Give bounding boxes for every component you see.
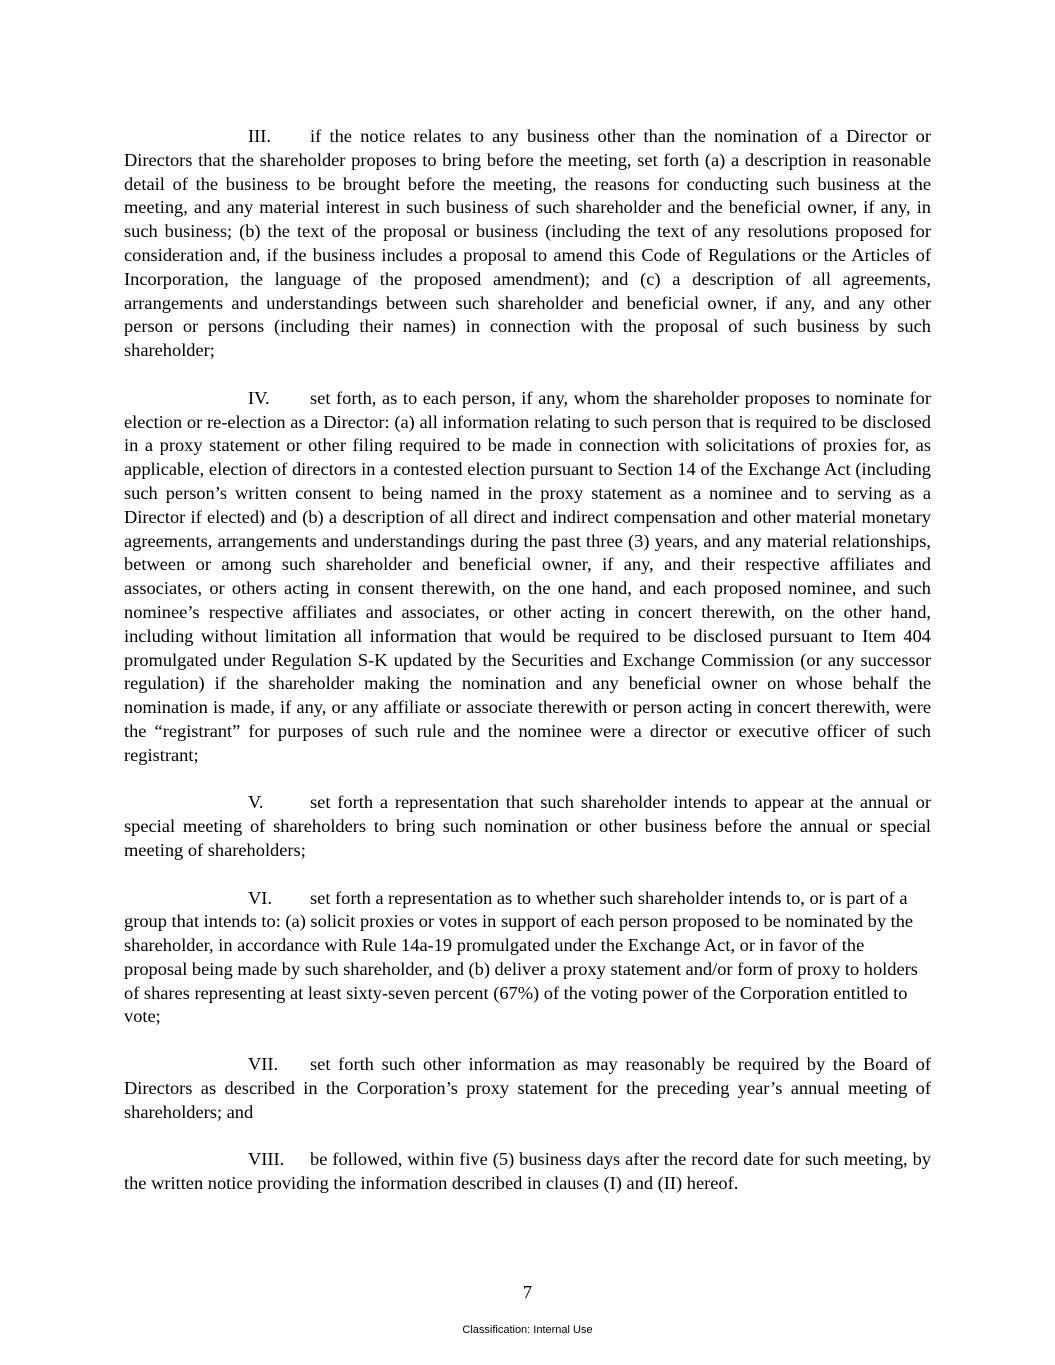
clause-iii xyxy=(124,125,931,363)
clause-numeral: VII. xyxy=(248,1054,279,1075)
clause-iv xyxy=(124,387,931,768)
clause-text: be followed, within five (5) business days after the record date for such meeting, by the written notice providing the information described in clauses (I) and (II) hereof. xyxy=(124,1149,931,1194)
clause-vi xyxy=(124,887,931,1030)
clause-numeral: VIII. xyxy=(248,1149,285,1170)
document-body xyxy=(124,125,931,1220)
clause-v xyxy=(124,791,931,862)
clause-numeral: IV. xyxy=(248,387,270,408)
classification-footer: Classification: Internal Use xyxy=(462,1324,593,1336)
clause-text: if the notice relates to any business other than the nomination of a Director or Directors that the shareholder proposes to bring before the meeting, set forth (a) a description in reasonable detail of the business to be brought before the meeting, the reasons for conducting such business at the meeting, and any material interest in such business of such shareholder and the beneficial owner, if any, in such business; (b) the text of the proposal or business (including the text of any resolutions proposed for consideration and, if the business includes a proposal to amend this Code of Regulations or the Articles of Incorporation, the language of the proposed amendment); and (c) a description of all agreements, arrangements and understandings between such shareholder and beneficial owner, if any, and any other person or persons (including their names) in connection with the proposal of such business by such shareholder; xyxy=(124,126,931,361)
page-number: 7 xyxy=(522,1282,533,1302)
clause-vii xyxy=(124,1053,931,1124)
clause-text: set forth such other information as may reasonably be required by the Board of Directors as described in the Corporation’s proxy statement for the preceding year’s annual meeting of shareholders; and xyxy=(124,1054,931,1122)
clause-numeral: VI. xyxy=(248,887,273,908)
clause-text: set forth, as to each person, if any, whom the shareholder proposes to nominate for election or re-election as a Director: (a) all information relating to such person that is required to be disclosed in a proxy statement or other filing required to be made in connection with solicitations of proxies for, as applicable, election of directors in a contested election pursuant to Section 14 of the Exchange Act (including such person’s written consent to being named in the proxy statement as a nominee and to serving as a Director if elected) and (b) a description of all direct and indirect compensation and other material monetary agreements, arrangements and understandings during the past three (3) years, and any material relationships, between or among such shareholder and beneficial owner, if any, and their respective affiliates and associates, or others acting in consent therewith, on the one hand, and each proposed nominee, and such nominee’s respective affiliates and associates, or other acting in concert therewith, on the other hand, including without limitation all information that would be required to be disclosed pursuant to Item 404 promulgated under Regulation S-K updated by the Securities and Exchange Commission (or any successor regulation) if the shareholder making the nomination and any beneficial owner on whose behalf the nomination is made, if any, or any affiliate or associate therewith or person acting in concert therewith, were the “registrant” for purposes of such rule and the nominee were a director or executive officer of such registrant; xyxy=(124,387,931,765)
clause-numeral: V. xyxy=(248,792,264,813)
clause-text: set forth a representation that such shareholder intends to appear at the annual or special meeting of shareholders to bring such nomination or other business before the annual or special meeting of shareholders; xyxy=(124,792,931,860)
clause-text: set forth a representation as to whether such shareholder intends to, or is part of a group that intends to: (a) solicit proxies or votes in support of each person proposed to be nominated by the shareholder, in accordance with Rule 14a-19 promulgated under the Exchange Act, or in favor of the proposal being made by such shareholder, and (b) deliver a proxy statement and/or form of proxy to holders of shares representing at least sixty-seven percent (67%) of the voting power of the Corporation entitled to vote; xyxy=(124,887,918,1027)
clause-viii xyxy=(124,1148,931,1196)
clause-numeral: III. xyxy=(248,126,271,146)
